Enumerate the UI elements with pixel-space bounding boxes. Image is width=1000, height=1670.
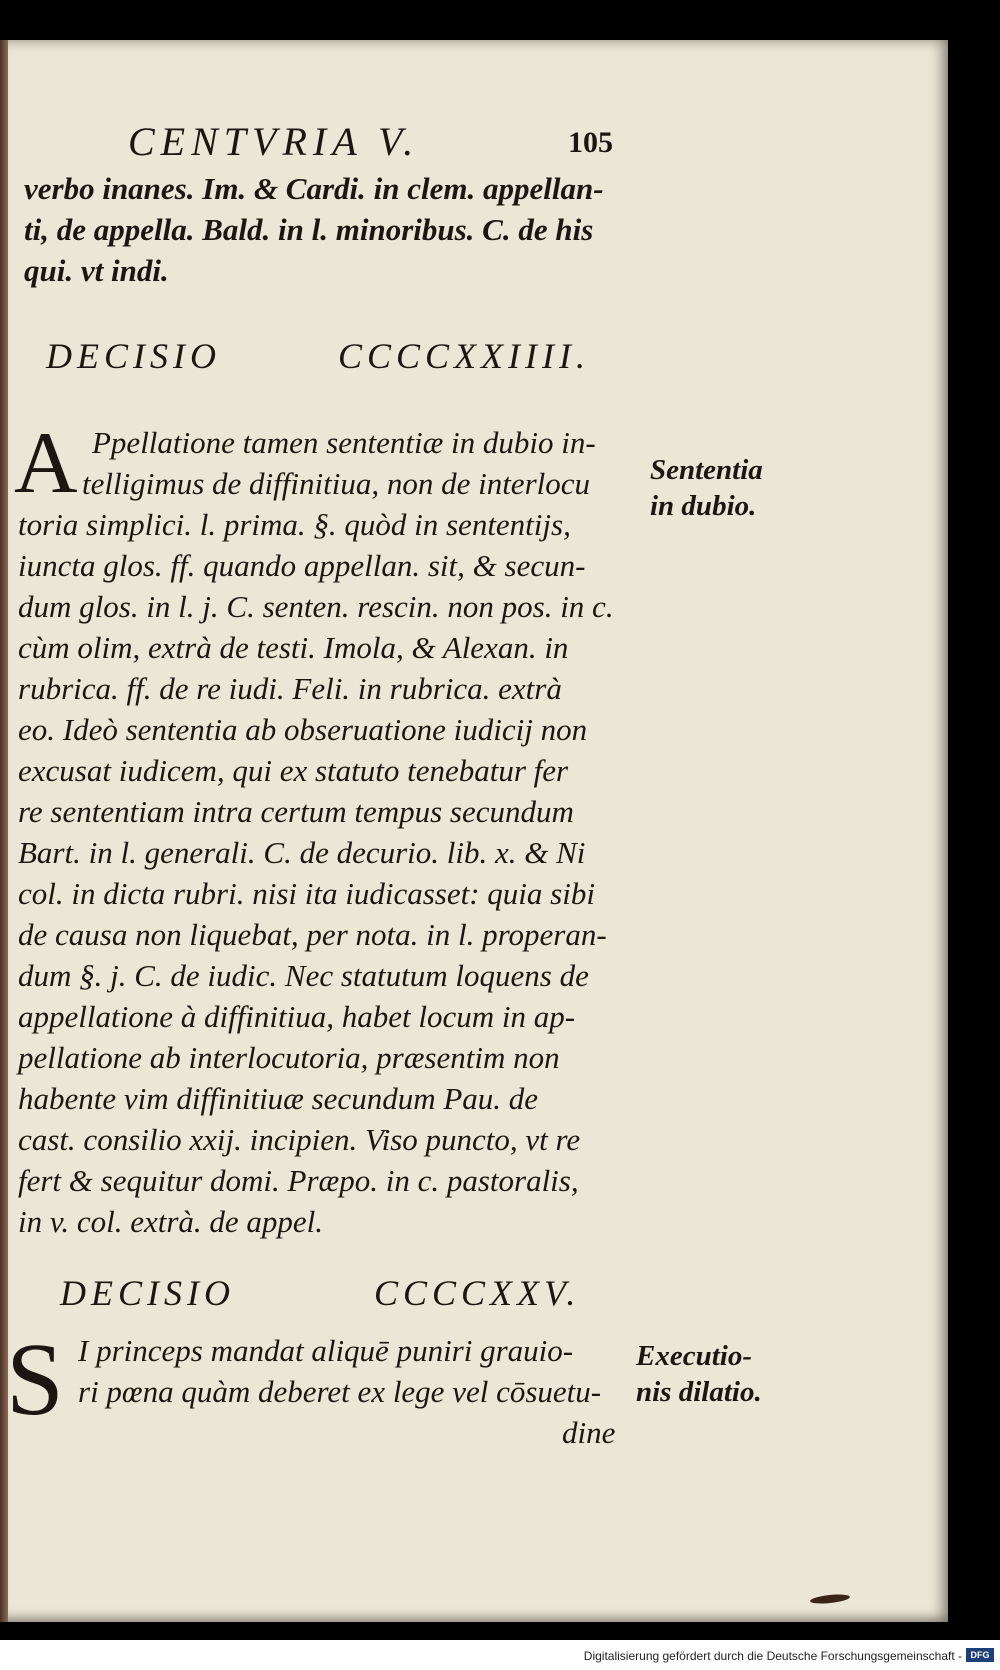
decisio-heading-number: CCCCXXIIII. bbox=[338, 336, 590, 376]
text-line: dum glos. in l. j. C. senten. rescin. non pos. in c. bbox=[18, 589, 614, 624]
text-line: fert & sequitur domi. Præpo. in c. pastoralis, bbox=[18, 1163, 579, 1198]
footer-bar bbox=[0, 1640, 1000, 1670]
text-line: in v. col. extrà. de appel. bbox=[18, 1204, 324, 1239]
text-line: toria simplici. l. prima. §. quòd in sententijs, bbox=[18, 507, 571, 542]
text-line: pellatione ab interlocutoria, præsentim non bbox=[18, 1040, 560, 1075]
margin-note bbox=[650, 452, 763, 524]
text-line: re sententiam intra certum tempus secundum bbox=[18, 794, 574, 829]
margin-note-line: Executio- bbox=[636, 1340, 752, 1372]
text-line: cast. consilio xxij. incipien. Viso puncto, vt re bbox=[18, 1122, 581, 1157]
catchword: dine bbox=[562, 1415, 616, 1450]
decisio-body bbox=[78, 1330, 601, 1412]
text-line: appellatione à diffinitiua, habet locum in ap- bbox=[18, 999, 576, 1034]
text-line: verbo inanes. Im. & Cardi. in clem. appellan- bbox=[24, 171, 604, 206]
drop-initial: A bbox=[14, 415, 78, 512]
text-line: habente vim diffinitiuæ secundum Pau. de bbox=[18, 1081, 539, 1116]
margin-note bbox=[636, 1338, 762, 1410]
text-line: ti, de appella. Bald. in l. minoribus. C. de his bbox=[24, 212, 594, 247]
text-line: col. in dicta rubri. nisi ita iudicasset: quia sibi bbox=[18, 876, 595, 911]
text-line: I princeps mandat aliquē puniri grauio- bbox=[78, 1333, 574, 1368]
dfg-logo: DFG bbox=[966, 1648, 994, 1662]
continuation-text bbox=[24, 168, 604, 291]
text-line: dum §. j. C. de iudic. Nec statutum loquens de bbox=[18, 958, 589, 993]
text-line: de causa non liquebat, per nota. in l. properan- bbox=[18, 917, 607, 952]
drop-initial: S bbox=[6, 1322, 64, 1437]
decisio-first-line: Ppellatione tamen sententiæ in dubio in- bbox=[92, 425, 596, 460]
decisio-heading-number: CCCCXXV. bbox=[374, 1273, 581, 1313]
decisio-heading-word: DECISIO bbox=[60, 1273, 235, 1313]
margin-note-line: nis dilatio. bbox=[636, 1376, 762, 1408]
text-line: qui. vt indi. bbox=[24, 253, 169, 288]
text-line: excusat iudicem, qui ex statuto tenebatur fer bbox=[18, 753, 569, 788]
text-line: rubrica. ff. de re iudi. Feli. in rubrica. extrà bbox=[18, 671, 562, 706]
text-line: Bart. in l. generali. C. de decurio. lib. x. & Ni bbox=[18, 835, 586, 870]
decisio-second-line: telligimus de diffinitiua, non de interlocu bbox=[82, 466, 591, 501]
text-line: cùm olim, extrà de testi. Imola, & Alexan. in bbox=[18, 630, 569, 665]
text-line: eo. Ideò sententia ab obseruatione iudicij non bbox=[18, 712, 588, 747]
text-line: iuncta glos. ff. quando appellan. sit, & secun- bbox=[18, 548, 586, 583]
margin-note-line: in dubio. bbox=[650, 490, 757, 522]
page-number: 105 bbox=[568, 126, 613, 159]
margin-note-line: Sententia bbox=[650, 454, 763, 486]
decisio-body bbox=[18, 504, 614, 1242]
decisio-heading-word: DECISIO bbox=[46, 336, 221, 376]
text-line: ri pœna quàm deberet ex lege vel cōsuetu- bbox=[78, 1374, 602, 1409]
running-head-title: CENTVRIA V. bbox=[128, 119, 420, 164]
footer-credit: Digitalisierung gefördert durch die Deutsche Forschungsgemeinschaft - bbox=[583, 1649, 962, 1663]
